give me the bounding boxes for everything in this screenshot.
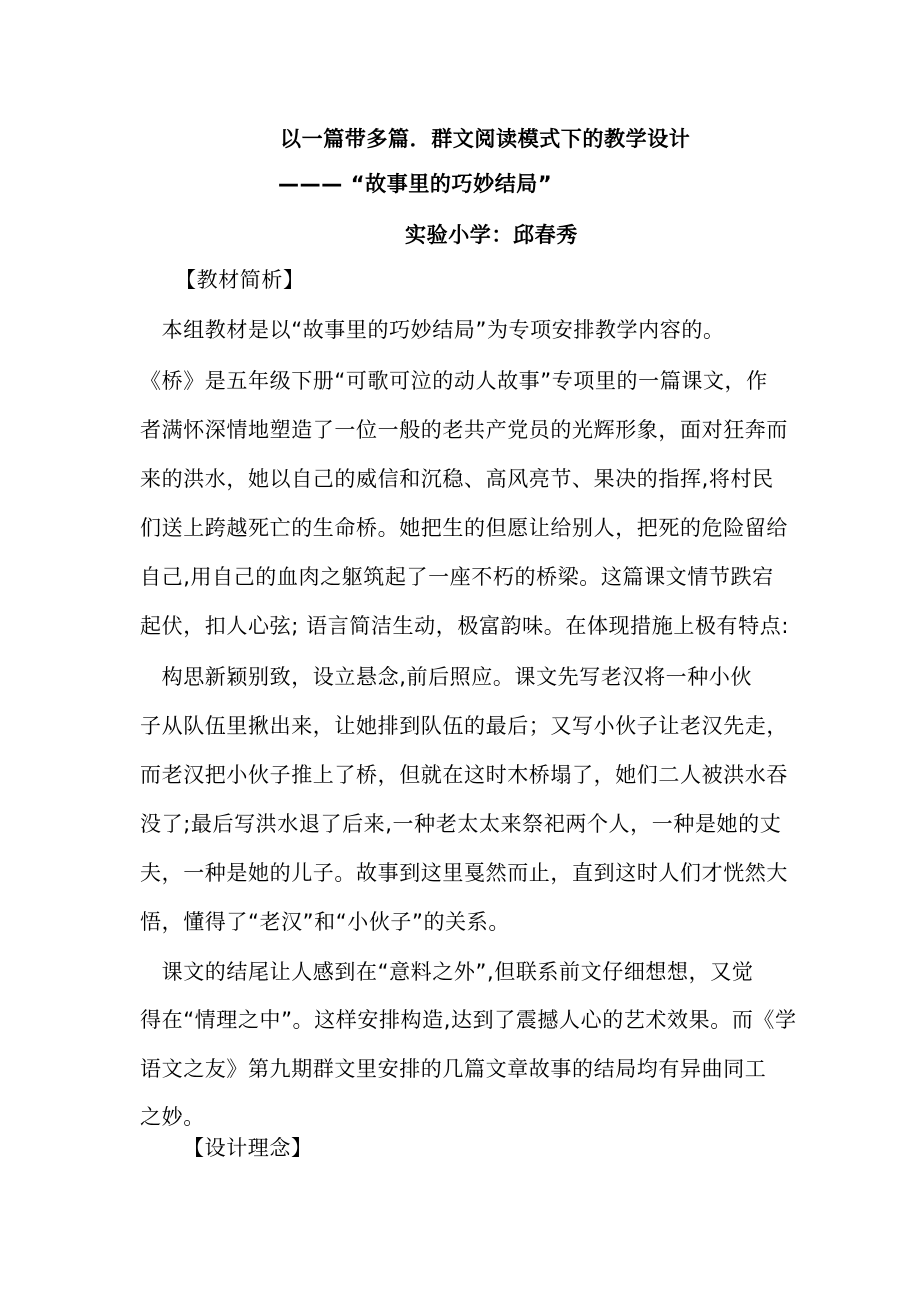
paragraph-3-line-3: 语文之友》第九期群文里安排的几篇文章故事的结局均有异曲同工 bbox=[140, 1057, 767, 1081]
paragraph-1-line-5: 们送上跨越死亡的生命桥。她把生的但愿让给别人，把死的危险留给 bbox=[140, 516, 788, 540]
paragraph-1-line-7: 起伏，扣人心弦; 语言简洁生动，极富韵味。在体现措施上极有特点: bbox=[140, 614, 790, 638]
paragraph-1-line-3: 者满怀深情地塑造了一位一般的老共产党员的光辉形象，面对狂奔而 bbox=[140, 418, 788, 442]
section-heading-textbook-analysis: 【教材简析】 bbox=[175, 268, 305, 292]
paragraph-2-line-5: 夫，一种是她的儿子。故事到这里戛然而止，直到这时人们才恍然大 bbox=[140, 861, 788, 885]
paragraph-3-line-1: 课文的结尾让人感到在“意料之外”,但联系前文仔细想想，又觉 bbox=[140, 960, 754, 984]
paragraph-2-line-1: 构思新颖别致，设立悬念,前后照应。课文先写老汉将一种小伙 bbox=[140, 665, 753, 689]
paragraph-2-line-2: 子从队伍里揪出来，让她排到队伍的最后；又写小伙子让老汉先走， bbox=[140, 714, 788, 738]
paragraph-2-line-6: 悟，懂得了“老汉”和“小伙子”的关系。 bbox=[140, 910, 510, 934]
paragraph-1-line-4: 来的洪水，她以自己的威信和沉稳、高风亮节、果决的指挥,将村民 bbox=[140, 467, 774, 491]
paragraph-2-line-3: 而老汉把小伙子推上了桥，但就在这时木桥塌了，她们二人被洪水吞 bbox=[140, 763, 788, 787]
section-heading-design-concept: 【设计理念】 bbox=[183, 1136, 313, 1160]
paragraph-1-line-2: 《桥》是五年级下册“可歌可泣的动人故事”专项里的一篇课文，作 bbox=[140, 369, 768, 393]
document-subtitle: ——— “故事里的巧妙结局” bbox=[278, 172, 553, 196]
paragraph-2-line-4: 没了;最后写洪水退了后来,一种老太太来祭祀两个人，一种是她的丈 bbox=[140, 812, 782, 836]
paragraph-3-line-2: 得在“情理之中”。这样安排构造,达到了震撼人心的艺术效果。而《学 bbox=[140, 1008, 797, 1032]
document-title: 以一篇带多篇．群文阅读模式下的教学设计 bbox=[280, 127, 691, 151]
paragraph-1-line-1: 本组教材是以“故事里的巧妙结局”为专项安排教学内容的。 bbox=[140, 318, 725, 342]
document-author: 实验小学：邱春秀 bbox=[405, 223, 578, 247]
paragraph-1-line-6: 自己,用自己的血肉之躯筑起了一座不朽的桥梁。这篇课文情节跌宕 bbox=[140, 565, 774, 589]
paragraph-3-line-4: 之妙。 bbox=[140, 1105, 205, 1129]
